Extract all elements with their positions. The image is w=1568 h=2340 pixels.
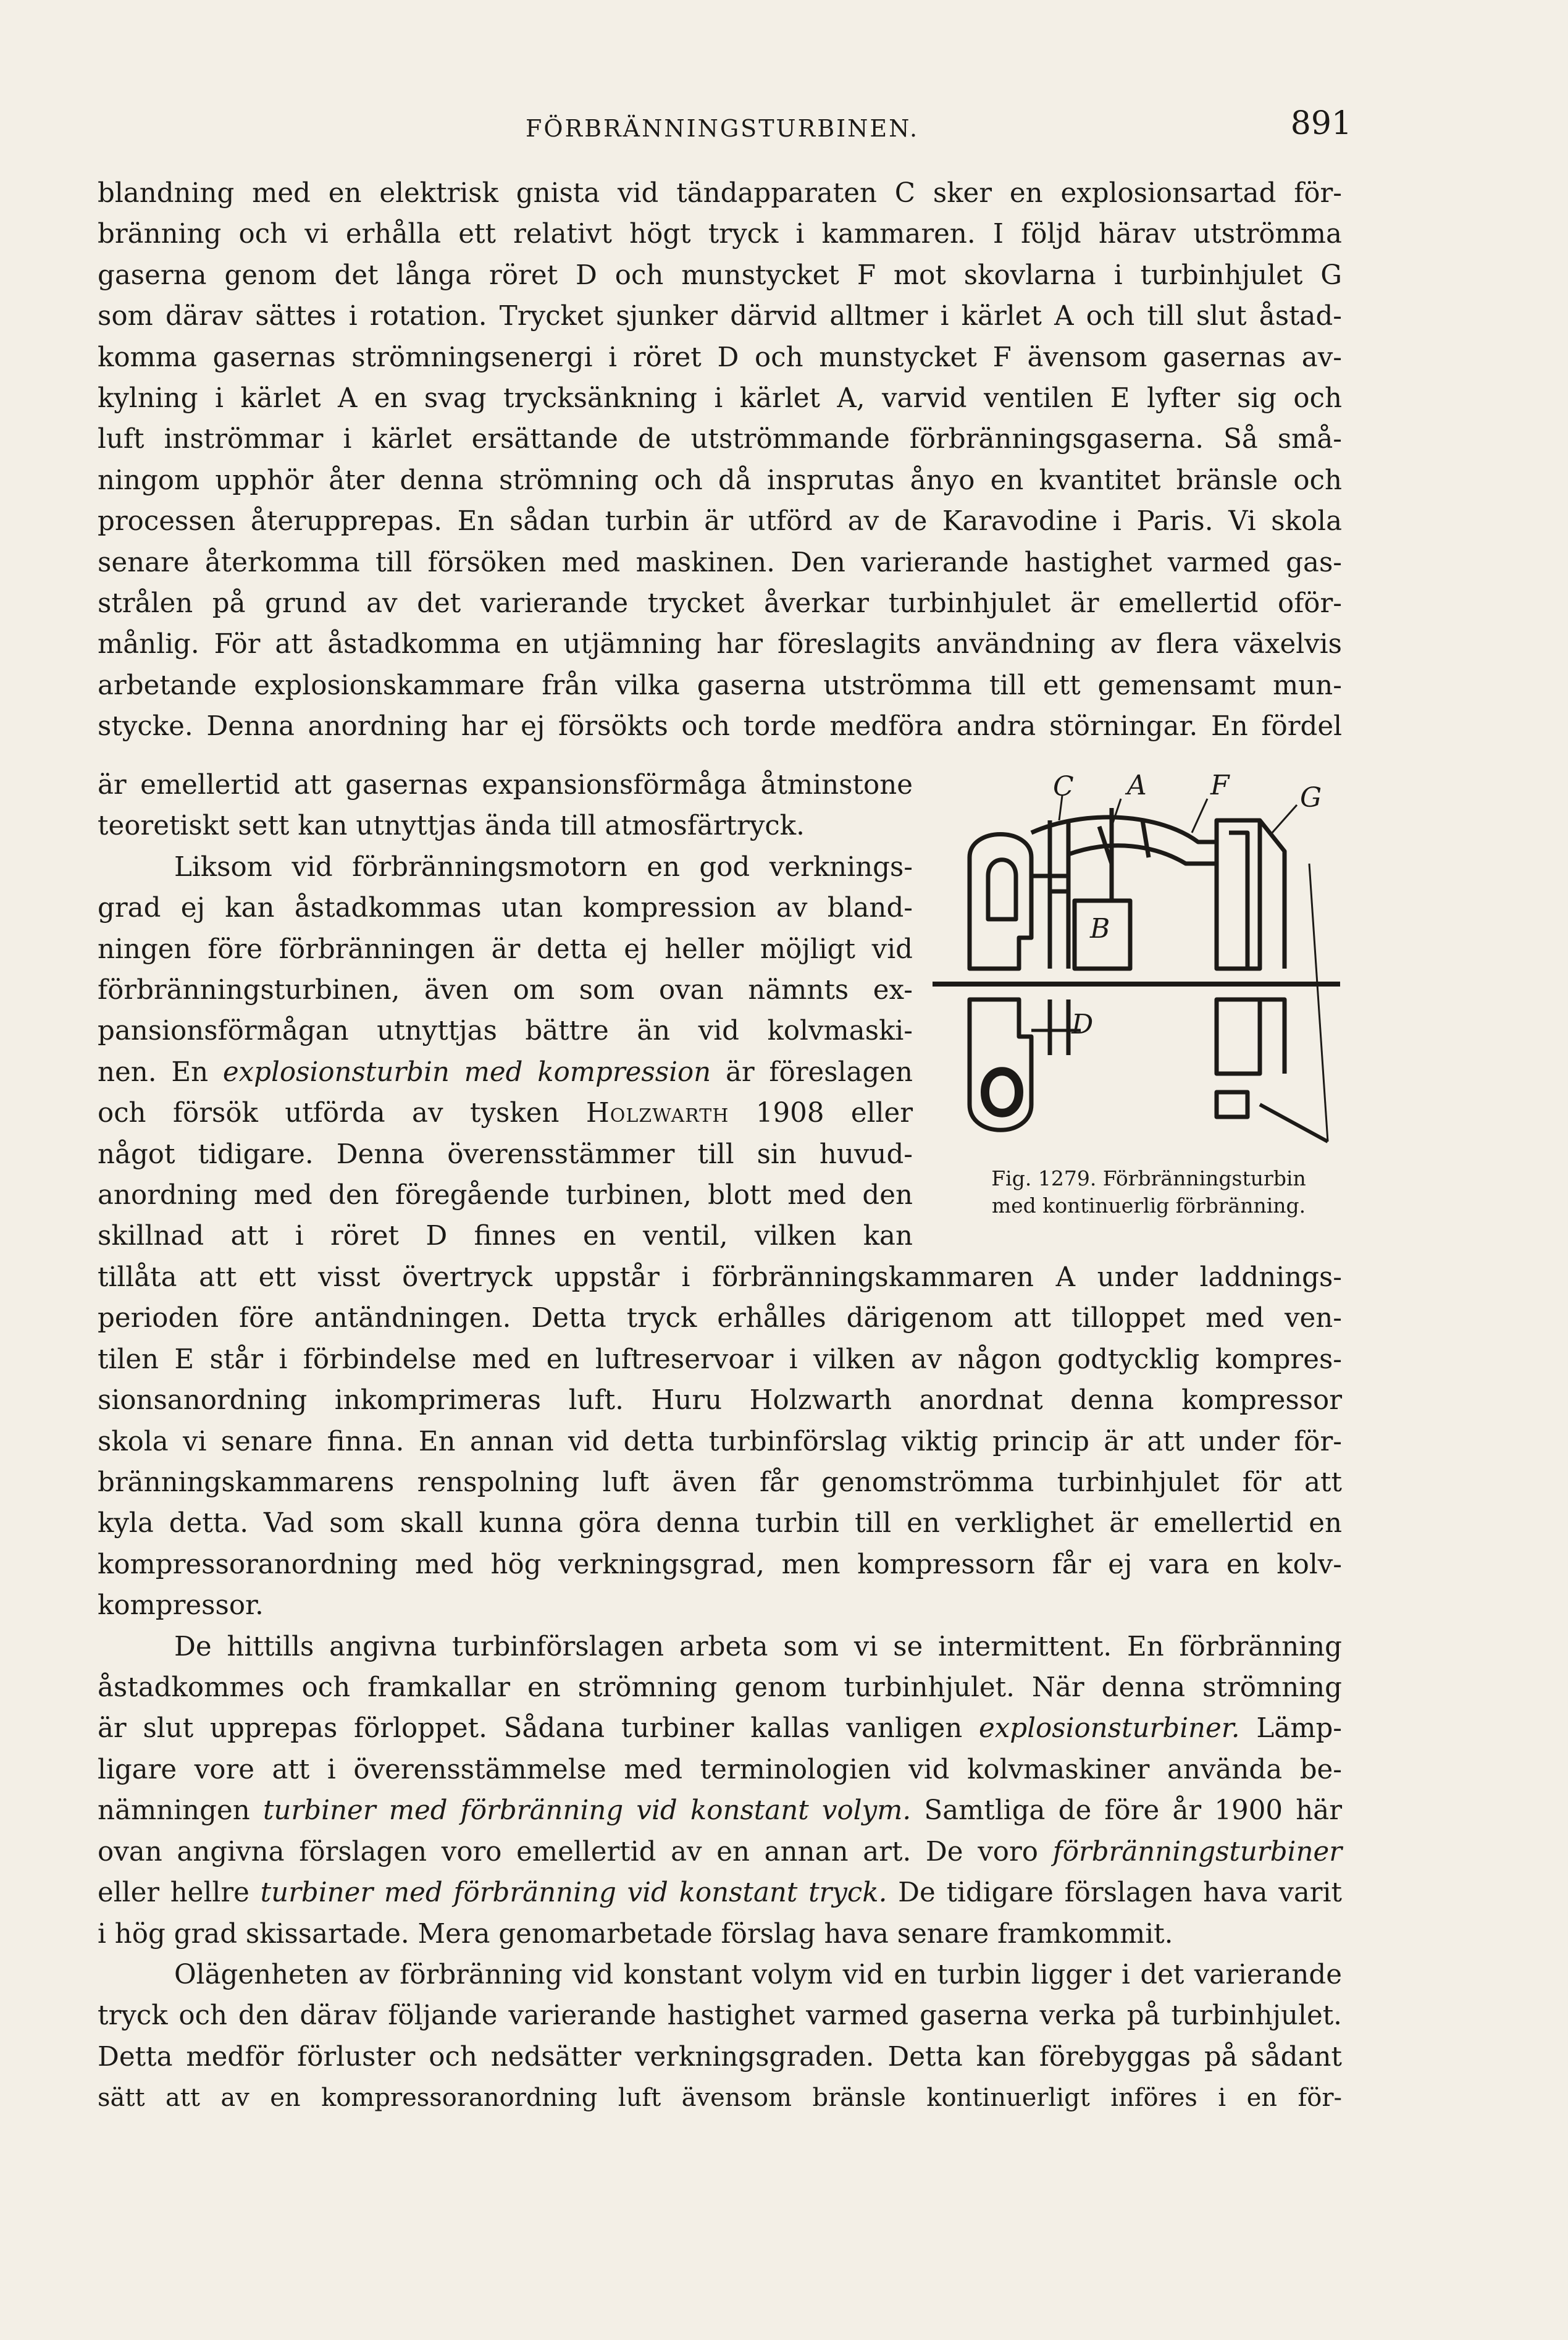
page-header [93,105,1352,154]
text-line: stycke. Denna anordning har ej försökts och torde medföra andra störningar. En fördel [98,711,1342,743]
text-line: blandning med en elektrisk gnista vid tändapparaten C sker en explosionsartad för- [98,178,1342,209]
text-line: strålen på grund av det varierande trycket åverkar turbinhjulet är emellertid oför- [98,588,1342,620]
text-line: är emellertid att gasernas expansionsförmåga åtminstone [98,770,913,801]
text-line: bränning och vi erhålla ett relativt högt tryck i kammaren. I följd härav utströmma [98,219,1342,250]
turbine-diagram [926,783,1346,1154]
body-text-top [98,173,1342,747]
text-run: 1908 eller [755,1098,913,1129]
text-line-mixed [98,1708,1342,1749]
text-line: skola vi senare finna. En annan vid detta turbinförslag viktig princip är att under för- [98,1426,1342,1457]
text-run-italic: turbiner med förbränning vid konstant tryck. [260,1877,887,1909]
text-line: kompressor. [98,1590,264,1622]
text-run-italic: explosionsturbin med kompression [222,1056,711,1088]
text-line: sionsanordning inkomprimeras luft. Huru Holzwarth anordnat denna kompressor [98,1385,1342,1416]
caption-line: med kontinuerlig förbränning. [991,1193,1306,1218]
text-line: tryck och den därav följande varierande hastighet varmed gaserna verka på turbinhjulet. [98,2000,1342,2032]
paragraph-2-continued [98,1257,1342,1627]
figure-label-a: A [1127,770,1147,801]
author-name: Holzwarth [585,1098,729,1129]
text-line: förbränningsturbinen, även om som ovan nämnts ex- [98,975,913,1006]
paragraph-5 [98,1955,1342,2119]
text-line: teoretiskt sett kan utnyttjas ända till atmosfärtryck. [98,810,805,842]
text-line: Detta medför förluster och nedsätter verkningsgraden. Detta kan förebyggas på sådant [98,2041,1342,2073]
text-line: pansionsförmågan utnyttjas bättre än vid kolvmaski- [98,1016,913,1047]
text-line: perioden före antändningen. Detta tryck erhålles därigenom att tilloppet med ven- [98,1303,1342,1334]
text-line: tilen E står i förbindelse med en luftreservoar i vilken av någon godtycklig kompres- [98,1344,1342,1375]
text-run-italic: explosionsturbiner. [979,1713,1240,1744]
text-line: ningom upphör åter denna strömning och då insprutas ånyo en kvantitet bränsle och [98,465,1342,496]
figure-label-g: G [1300,782,1322,814]
figure-caption [939,1165,1359,1219]
text-line: Olägenheten av förbränning vid konstant volym vid en turbin ligger i det varierande [174,1959,1342,1990]
text-line: åstadkommes och framkallar en strömning genom turbinhjulet. När denna strömning [98,1672,1342,1704]
text-run: Samtliga de före år 1900 här [924,1795,1342,1827]
text-line: komma gasernas strömningsenergi i röret D och munstycket F ävensom gasernas av- [98,342,1342,373]
paragraph-1 [98,173,1342,747]
text-run: eller hellre [98,1877,249,1909]
text-line: Liksom vid förbränningsmotorn en god verknings- [174,851,913,883]
text-line-mixed [98,1832,1342,1872]
text-line: ligare vore att i överensstämmelse med terminologien vid kolvmaskiner använda be- [98,1754,1342,1785]
text-line-mixed [98,1872,1342,1913]
paragraph-4 [98,1627,1342,1955]
text-line: kylning i kärlet A en svag trycksänkning i kärlet A, varvid ventilen E lyfter sig och [98,383,1342,415]
text-run: nämningen [98,1795,250,1827]
text-line: sätt att av en kompressoranordning luft ävensom bränsle kontinuerligt införes i en för- [98,2084,1342,2113]
text-run-italic: turbiner med förbränning vid konstant volym. [262,1795,912,1827]
text-line: månlig. För att åstadkomma en utjämning har föreslagits användning av flera växelvis [98,629,1342,660]
text-run-italic: förbränningsturbiner [1052,1836,1342,1867]
text-line: arbetande explosionskammare från vilka gaserna utströmma till ett gemensamt mun- [98,670,1342,701]
text-line: gaserna genom det långa röret D och munstycket F mot skovlarna i turbinhjulet G [98,259,1342,291]
text-run: ovan angivna förslagen voro emellertid av en annan art. De voro [98,1836,1038,1867]
text-line: grad ej kan åstadkommas utan kompression av bland- [98,893,913,924]
text-line-mixed [98,1052,913,1093]
figure-label-f: F [1210,770,1230,801]
text-run: nen. En [98,1056,209,1088]
text-line: ningen före förbränningen är detta ej heller möjligt vid [98,933,913,965]
text-line: kyla detta. Vad som skall kunna göra denna turbin till en verklighet är emellertid en [98,1508,1342,1539]
text-line-mixed [98,1790,1342,1831]
text-line: tillåta att ett visst övertryck uppstår i förbränningskammaren A under laddnings- [98,1262,1342,1293]
text-line: processen återupprepas. En sådan turbin är utförd av de Karavodine i Paris. Vi skola [98,506,1342,537]
text-line: luft inströmmar i kärlet ersättande de utströmmande förbränningsgaserna. Så små- [98,424,1342,455]
text-run: är föreslagen [725,1056,913,1088]
text-line: bränningskammarens renspolning luft även får genomströmma turbinhjulet för att [98,1467,1342,1499]
caption-line: Fig. 1279. Förbränningsturbin [991,1166,1306,1190]
figure-label-d: D [1071,1009,1094,1040]
body-text-bottom [98,1257,1342,2119]
text-run: Lämp- [1256,1713,1342,1744]
body-text-beside-figure [98,765,913,1257]
text-line: något tidigare. Denna överensstämmer till sin huvud- [98,1138,913,1170]
figure-label-b: B [1090,913,1110,945]
text-line: som därav sättes i rotation. Trycket sjunker därvid alltmer i kärlet A och till slut åstad- [98,301,1342,332]
text-line: senare återkomma till försöken med maskinen. Den varierande hastighet varmed gas- [98,547,1342,578]
text-run: och försök utförda av tysken [98,1098,560,1129]
text-line: anordning med den föregående turbinen, blott med den [98,1180,913,1211]
text-line: kompressoranordning med hög verkningsgrad, men kompressorn får ej vara en kolv- [98,1549,1342,1580]
figure-label-c: C [1053,771,1074,802]
text-line: i hög grad skissartade. Mera genomarbetade förslag hava senare framkommit. [98,1918,1173,1950]
running-title: FÖRBRÄNNINGSTURBINEN. [525,115,920,142]
text-line: De hittills angivna turbinförslagen arbeta som vi se intermittent. En förbränning [174,1631,1342,1662]
text-line-mixed [98,1093,913,1134]
text-run: är slut upprepas förloppet. Sådana turbiner kallas vanligen [98,1713,963,1744]
text-line: skillnad att i röret D finnes en ventil, vilken kan [98,1221,913,1252]
figure-1279 [926,770,1346,1228]
page-number: 891 [1290,105,1352,142]
text-run: De tidigare förslagen hava varit [898,1877,1342,1909]
